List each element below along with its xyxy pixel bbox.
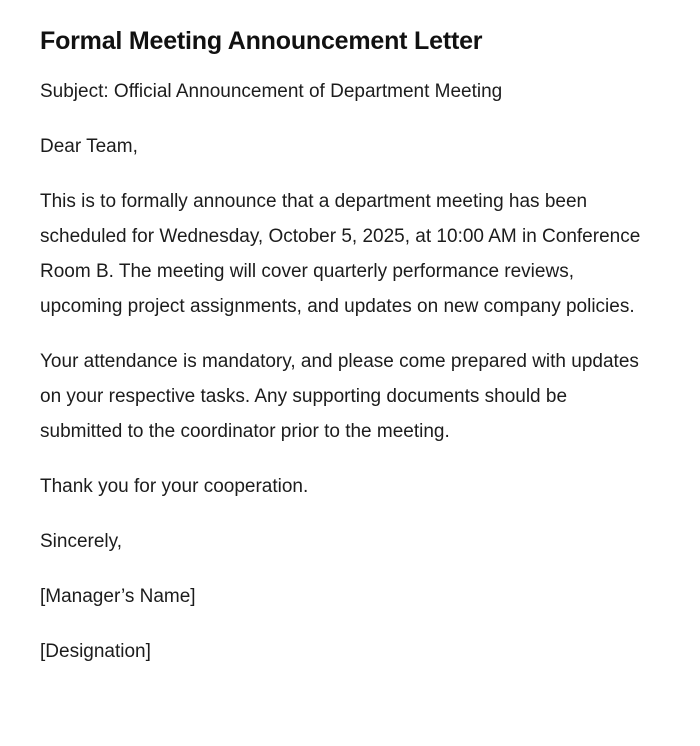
signature-designation: [Designation] xyxy=(40,641,151,662)
letter xyxy=(40,24,650,689)
letter-salutation: Dear Team, xyxy=(40,136,138,157)
letter-subject: Subject: Official Announcement of Department Meeting xyxy=(40,81,503,102)
letter-body-paragraph: Thank you for your cooperation. xyxy=(40,476,309,497)
signature-name: [Manager’s Name] xyxy=(40,586,196,607)
letter-title: Formal Meeting Announcement Letter xyxy=(40,27,483,55)
letter-body-paragraph: Your attendance is mandatory, and please come prepared with updates on your respective tasks. Any supporting documents should be submitted to the coordinator prior to the meeting. xyxy=(40,351,639,442)
letter-closing: Sincerely, xyxy=(40,531,123,552)
letter-body-paragraph: This is to formally announce that a department meeting has been scheduled for Wednesday, October 5, 2025, at 10:00 AM in Conference Room B. The meeting will cover quarterly performance reviews, upcoming project assignments, and updates on new company policies. xyxy=(40,191,641,317)
